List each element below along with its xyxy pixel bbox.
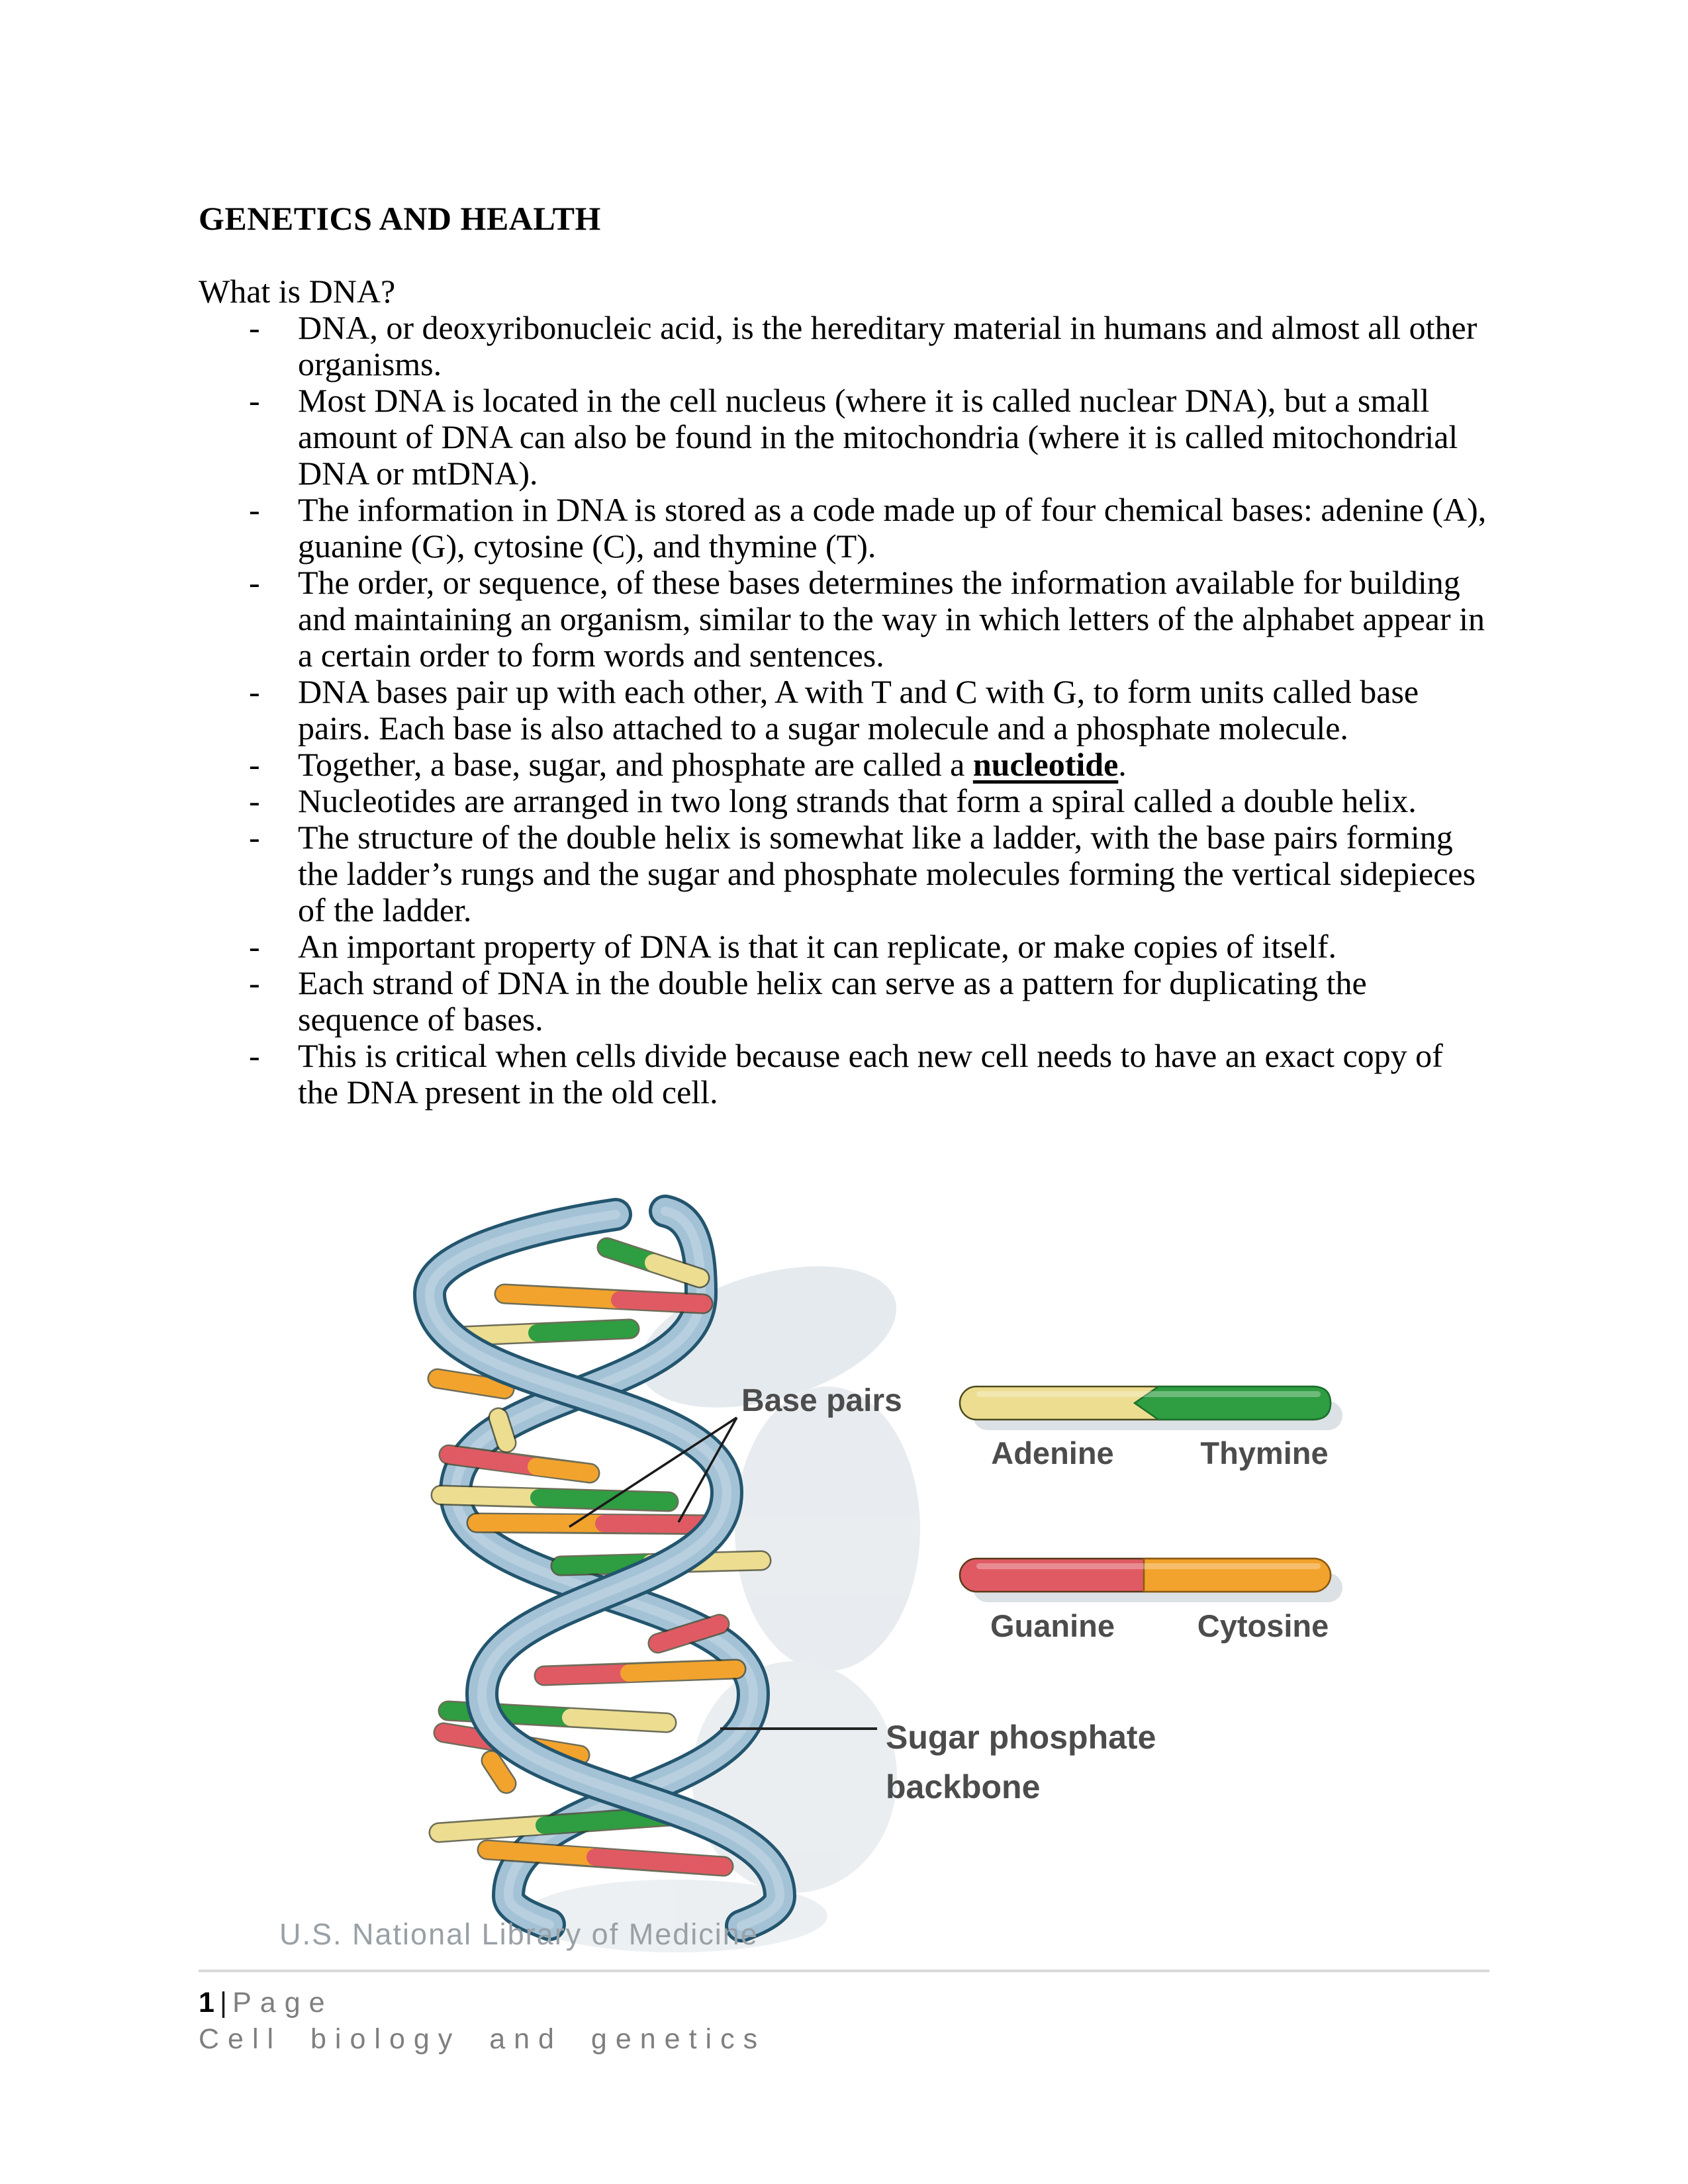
bullet-marker: - [249,491,260,528]
section-heading: What is DNA? [199,273,396,310]
bullet-marker: - [249,964,260,1001]
bullet-text: The order, or sequence, of these bases determines the information available for building and maintaining an organism, similar to the way in which letters of the alphabet appear in a certain order to form words and sentences. [298,564,1485,674]
bullet-text: This is critical when cells divide because each new cell needs to have an exact copy of the DNA present in the old cell. [298,1037,1443,1111]
bullet-marker: - [249,382,260,419]
bullet-list [199,310,1489,1111]
bullet-text: Most DNA is located in the cell nucleus (where it is called nuclear DNA), but a small amount of DNA can also be found in the mitochondria (where it is called mitochondrial DNA or mtDNA). [298,382,1458,492]
bullet-marker: - [249,782,260,819]
bullet-marker: - [249,1037,260,1074]
base-pair-rung [441,1495,669,1502]
list-item [199,565,1489,674]
list-item [199,310,1489,383]
bullet-text: The information in DNA is stored as a code made up of four chemical bases: adenine (A), guanine (G), cytosine (C), and thymine (T). [298,491,1487,565]
bullet-text: Nucleotides are arranged in two long strands that form a spiral called a double helix. [298,782,1417,819]
figure-label-base-pairs: Base pairs [741,1383,902,1418]
footer-page-line [199,1987,334,2019]
figure-label-backbone-line1: Sugar phosphate [886,1719,1156,1756]
legend-adenine-thymine [960,1387,1342,1471]
bar-gloss [976,1563,1321,1569]
footer-divider [199,1970,1489,1972]
list-item [199,492,1489,565]
list-item [199,383,1489,492]
figure-label-guanine: Guanine [990,1608,1115,1643]
base-stub [491,1760,506,1784]
bullet-marker: - [249,309,260,346]
page-number: 1 [199,1987,220,2019]
figure-label-adenine: Adenine [991,1435,1114,1471]
bullet-text: The structure of the double helix is somewhat like a ladder, with the base pairs forming the ladder’s rungs and the sugar and phosphate molecules forming the vertical sidepieces of the ladder. [298,819,1476,929]
bullet-marker: - [249,928,260,965]
list-item [199,819,1489,929]
base-pair-rung [544,1669,736,1676]
page-title: GENETICS AND HEALTH [199,200,601,237]
figure-label-thymine: Thymine [1200,1435,1329,1471]
footer-separator: | [219,1987,233,2019]
bullet-marker: - [249,746,260,783]
footer-course-line: Cell biology and genetics [199,2023,767,2055]
page-word: Page [232,1987,334,2019]
bullet-text: Together, a base, sugar, and phosphate are called a [298,746,973,783]
document-body [199,201,1489,1111]
list-item [199,1038,1489,1111]
bullet-text: Each strand of DNA in the double helix can serve as a pattern for duplicating the sequence of bases. [298,964,1367,1038]
base-pair-rung [477,1523,724,1525]
list-item [199,747,1489,783]
figure-credit: U.S. National Library of Medicine [279,1917,759,1951]
dna-helix-illustration [278,1178,1390,1952]
figure-label-cytosine: Cytosine [1197,1608,1329,1643]
list-item [199,783,1489,819]
figure-label-backbone-line2: backbone [886,1768,1041,1805]
nucleotide-emphasis: nucleotide [972,746,1119,783]
bullet-text: DNA bases pair up with each other, A with T and C with G, to form units called base pairs. Each base is also attached to a sugar molecule and a phosphate molecule. [298,673,1419,747]
base-stub [498,1418,506,1443]
bullet-marker: - [249,819,260,856]
bullet-text: DNA, or deoxyribonucleic acid, is the hereditary material in humans and almost all other organisms. [298,309,1477,383]
bullet-text: An important property of DNA is that it can replicate, or make copies of itself. [298,928,1336,965]
base-pair-rung [504,1294,703,1304]
dna-structure-figure [278,1178,1390,1952]
bullet-marker: - [249,673,260,710]
bullet-text: . [1118,746,1127,783]
list-item [199,965,1489,1038]
legend-guanine-cytosine [960,1559,1342,1643]
list-item [199,929,1489,965]
base-pair-rung [439,1816,670,1833]
list-item [199,674,1489,747]
bar-gloss [976,1391,1321,1397]
bullet-marker: - [249,564,260,601]
